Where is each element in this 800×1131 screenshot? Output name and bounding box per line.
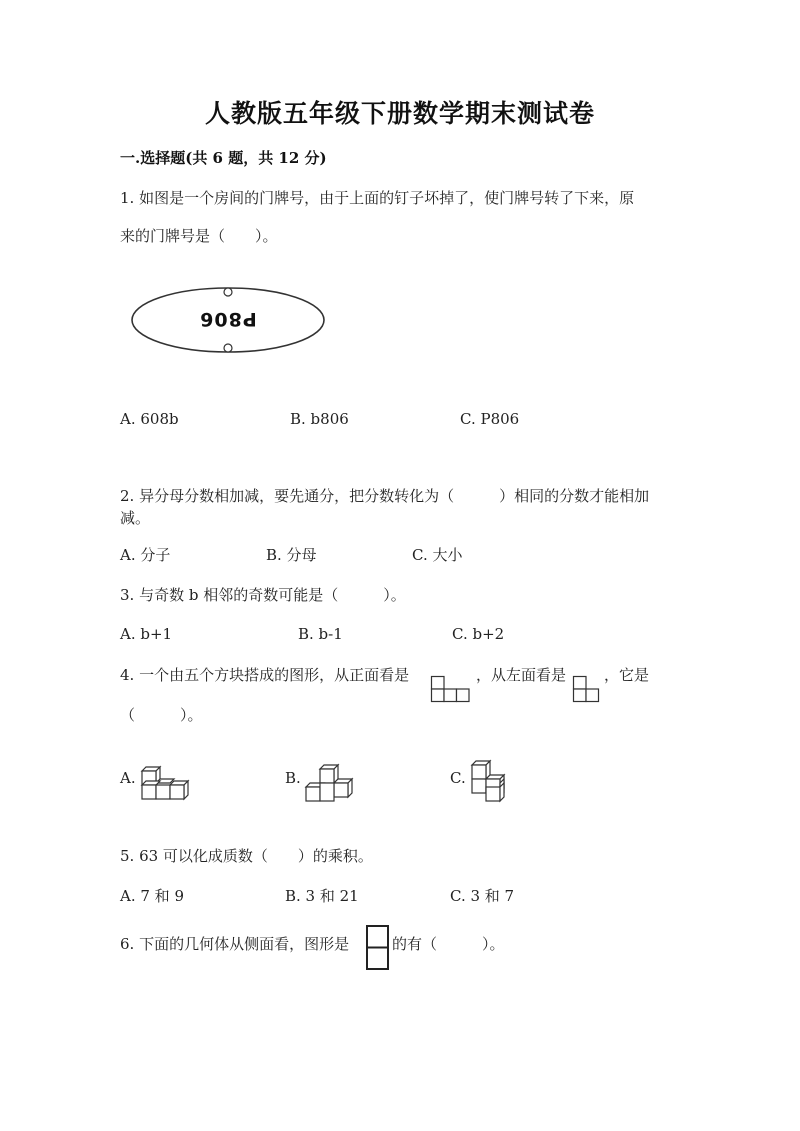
question-4-part-2: ，从左面看是	[476, 666, 567, 684]
door-sign-figure	[130, 285, 330, 355]
q5-option-c[interactable]: C. 3 和 7	[450, 887, 515, 905]
question-1-line-1: 1. 如图是一个房间的门牌号，由于上面的钉子坏掉了，使门牌号转了下来，原	[120, 189, 635, 207]
q4-option-a-cubes-icon	[138, 766, 188, 804]
question-4-part-1: 4. 一个由五个方块搭成的图形，从正面看是	[120, 666, 410, 684]
nail-hole-bottom	[224, 344, 232, 352]
q4-option-c[interactable]: C.	[450, 769, 466, 787]
q3-option-b[interactable]: B. b-1	[298, 625, 343, 643]
question-2-line-1: 2. 异分母分数相加减，要先通分，把分数转化为（ ）相同的分数才能相加	[120, 487, 650, 505]
side-view-icon	[366, 925, 390, 971]
question-6-part-2: 的有（ ）。	[392, 935, 505, 953]
q2-option-c[interactable]: C. 大小	[412, 546, 463, 564]
q4-option-c-cubes-icon	[468, 760, 518, 802]
q4-option-b-cubes-icon	[302, 764, 354, 802]
q2-option-a[interactable]: A. 分子	[120, 546, 171, 564]
section-heading: 一.选择题(共 6 题，共 12 分)	[120, 149, 327, 167]
question-2-line-2: 减。	[120, 509, 151, 527]
question-4-part-3: ，它是	[604, 666, 650, 684]
q1-option-a[interactable]: A. 608b	[120, 410, 179, 428]
q4-option-b[interactable]: B.	[285, 769, 301, 787]
q2-option-b[interactable]: B. 分母	[266, 546, 317, 564]
q4-option-a[interactable]: A.	[120, 769, 136, 787]
nail-hole-top	[224, 288, 232, 296]
q5-option-a[interactable]: A. 7 和 9	[120, 887, 184, 905]
left-view-icon	[573, 676, 601, 702]
question-3-line-1: 3. 与奇数 b 相邻的奇数可能是（ ）。	[120, 586, 406, 604]
question-4-line-2: （ ）。	[120, 706, 203, 724]
q5-option-b[interactable]: B. 3 和 21	[285, 887, 359, 905]
q1-option-b[interactable]: B. b806	[290, 410, 349, 428]
q1-option-c[interactable]: C. P806	[460, 410, 520, 428]
question-1-line-2: 来的门牌号是（ ）。	[120, 227, 278, 245]
front-view-icon	[431, 676, 471, 702]
door-sign-number: P806	[199, 308, 257, 330]
q3-option-a[interactable]: A. b+1	[120, 625, 173, 643]
page-title: 人教版五年级下册数学期末测试卷	[204, 99, 595, 128]
question-5-line-1: 5. 63 可以化成质数（ ）的乘积。	[120, 847, 373, 865]
q3-option-c[interactable]: C. b+2	[452, 625, 505, 643]
question-6-part-1: 6. 下面的几何体从侧面看，图形是	[120, 935, 350, 953]
